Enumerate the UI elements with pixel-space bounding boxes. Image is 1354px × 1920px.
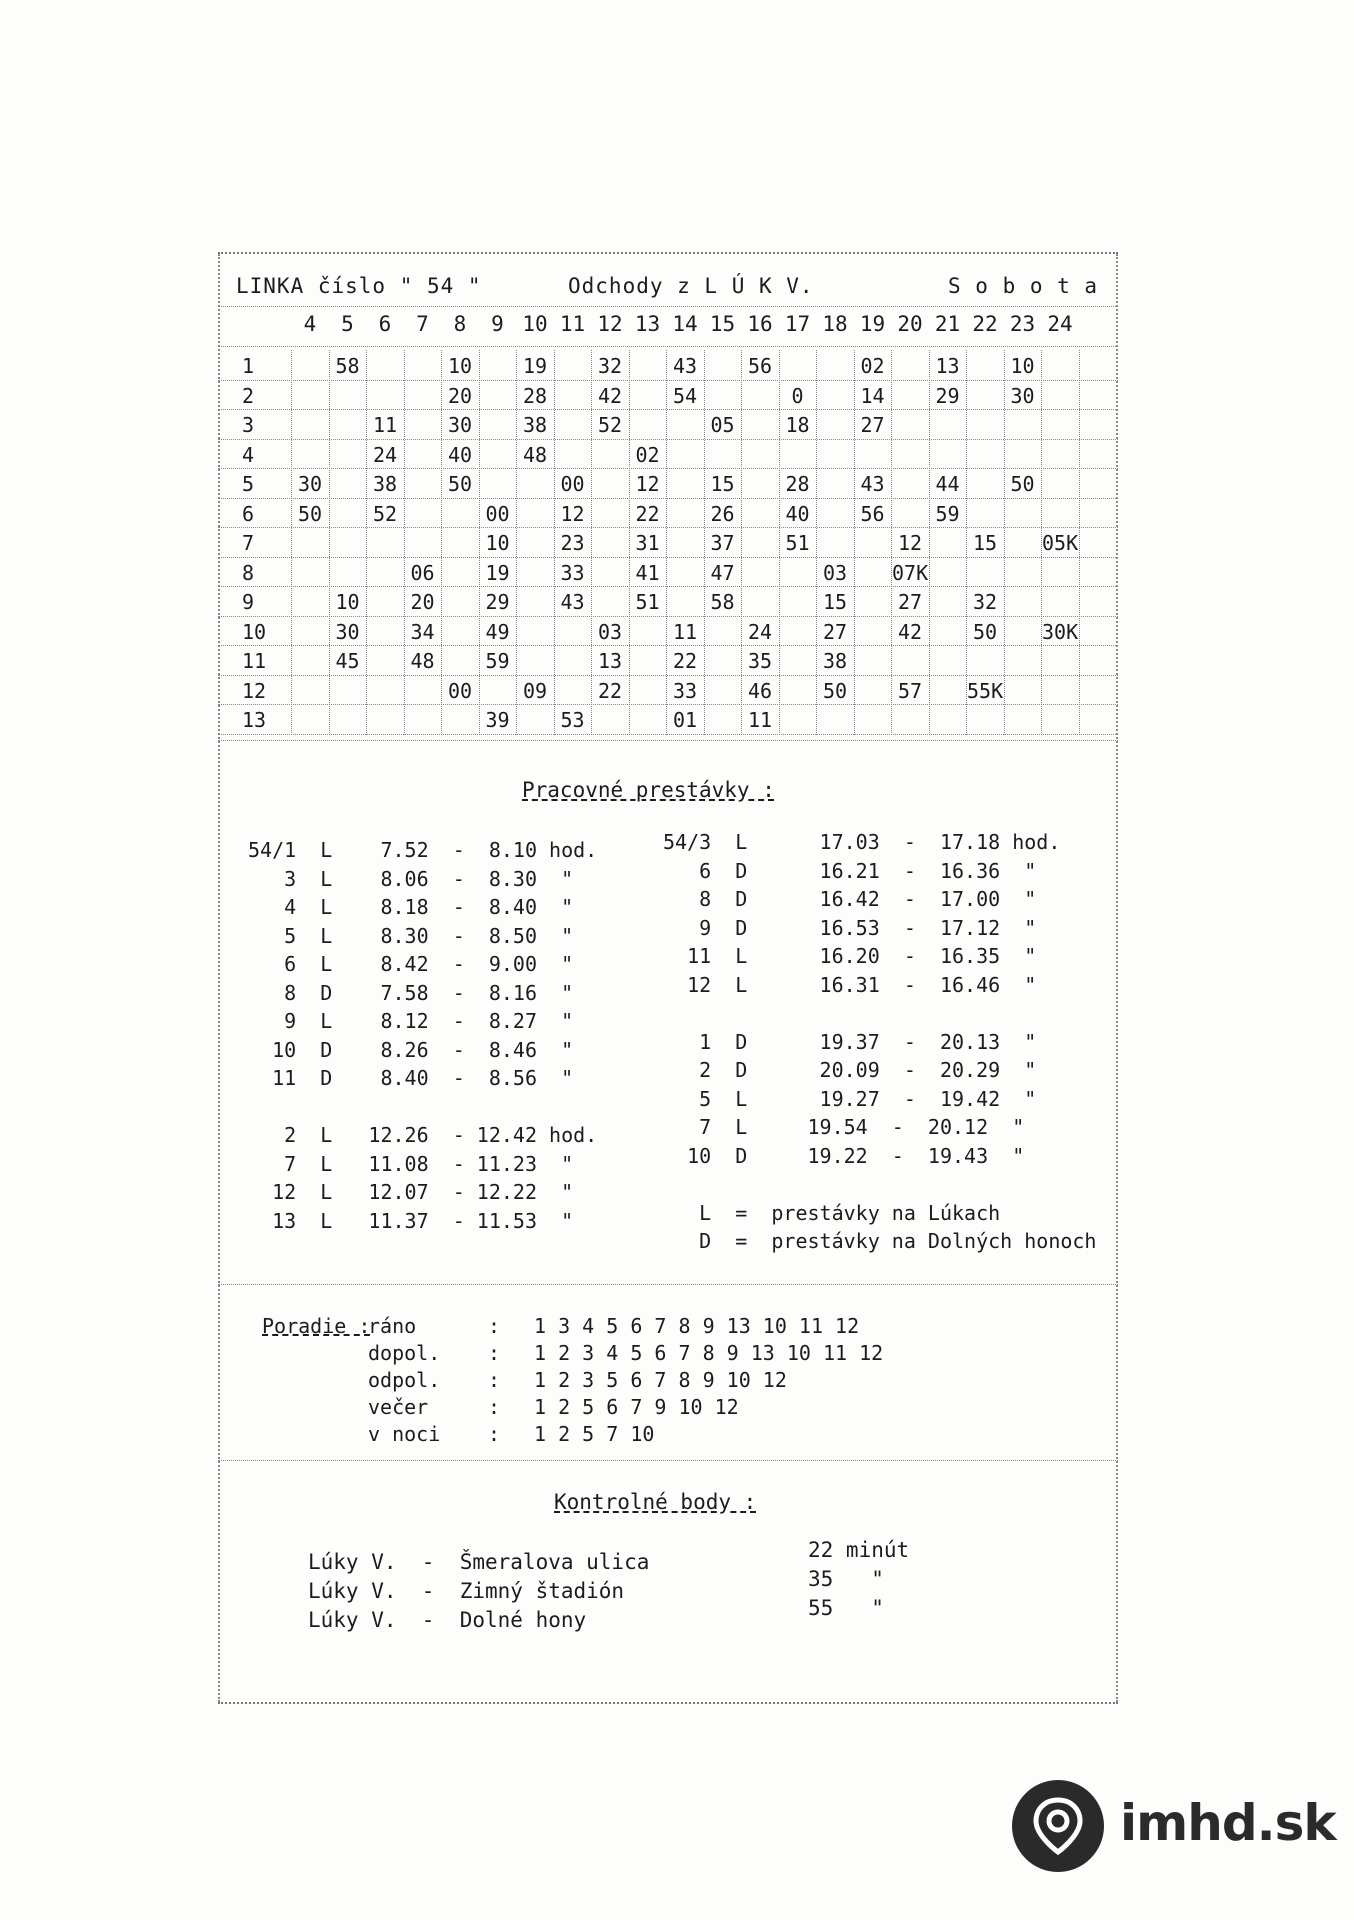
break-row: 7 L 19.54 - 20.12 " — [663, 1115, 1025, 1139]
break-row: 11 D 8.40 - 8.56 " — [248, 1066, 574, 1090]
departure-minute: 05 — [710, 413, 735, 437]
departure-minute: 42 — [597, 383, 623, 408]
minute-row-label: 11 — [242, 649, 267, 673]
departure-minute: 47 — [710, 560, 735, 585]
departure-minute: 03 — [597, 619, 623, 644]
departure-minute: 52 — [597, 413, 623, 437]
departure-minute: 05K — [1042, 531, 1079, 555]
control-point-time: 55 " — [808, 1596, 884, 1620]
break-row: 9 L 8.12 - 8.27 " — [248, 1009, 574, 1033]
departure-minute: 33 — [672, 678, 698, 703]
departure-minute: 49 — [485, 619, 510, 644]
break-row: L = prestávky na Lúkach — [663, 1200, 1001, 1225]
departure-minute: 30K — [1042, 619, 1079, 644]
hour-label: 11 — [559, 312, 586, 336]
departure-minute: 37 — [710, 531, 735, 555]
departure-minute: 43 — [560, 590, 585, 614]
departure-minute: 38 — [822, 649, 848, 673]
break-row: 2 L 12.26 - 12.42 hod. — [248, 1123, 598, 1147]
minute-row-label: 2 — [242, 383, 255, 408]
break-row: 6 L 8.42 - 9.00 " — [248, 952, 574, 976]
departure-minute: 10 — [335, 590, 360, 614]
departure-minute: 27 — [860, 413, 885, 437]
departure-minute: 24 — [372, 442, 398, 467]
minute-row-label: 8 — [242, 560, 255, 585]
departure-minute: 38 — [522, 413, 548, 437]
break-row: 5 L 19.27 - 19.42 " — [663, 1086, 1037, 1111]
departure-minute: 43 — [672, 354, 698, 378]
departure-minute: 51 — [785, 531, 810, 555]
departure-minute: 35 — [747, 649, 773, 673]
line-number: LINKA číslo " 54 " — [236, 274, 482, 298]
departure-minute: 12 — [635, 472, 660, 496]
departure-minute: 31 — [635, 531, 660, 555]
departure-minute: 06 — [410, 560, 435, 585]
departure-minute: 43 — [860, 472, 885, 496]
departure-minute: 29 — [935, 383, 960, 408]
departure-minute: 29 — [485, 590, 510, 614]
departure-minute: 02 — [635, 442, 660, 467]
departure-minute: 11 — [372, 413, 398, 437]
departure-minute: 58 — [710, 590, 735, 614]
departure-minute: 11 — [747, 708, 773, 732]
hour-label: 4 — [303, 312, 317, 336]
departure-minute: 09 — [522, 678, 548, 703]
poradie-order: 1 2 5 7 10 — [534, 1422, 655, 1446]
departure-minute: 50 — [447, 472, 473, 496]
poradie-period: v noci — [368, 1422, 441, 1446]
hour-label: 6 — [378, 312, 392, 336]
departure-minute: 00 — [447, 678, 473, 703]
departure-minute: 50 — [297, 501, 323, 526]
departure-grid — [218, 350, 1118, 735]
hour-label: 10 — [522, 312, 548, 336]
departure-minute: 22 — [672, 649, 698, 673]
departure-minute: 12 — [897, 531, 923, 555]
departure-minute: 20 — [447, 383, 473, 408]
departure-minute: 07K — [892, 560, 929, 585]
departure-minute: 28 — [785, 472, 810, 496]
departure-minute: 55K — [967, 678, 1004, 703]
poradie-order: 1 2 3 5 6 7 8 9 10 12 — [534, 1368, 787, 1392]
departure-minute: 19 — [522, 354, 548, 378]
departure-minute: 32 — [597, 354, 623, 378]
departure-minute: 26 — [710, 501, 735, 526]
departure-minute: 44 — [935, 472, 960, 496]
break-row: 10 D 19.22 - 19.43 " — [663, 1143, 1025, 1168]
departure-minute: 20 — [410, 590, 435, 614]
minute-row-label: 6 — [242, 501, 255, 526]
departure-minute: 12 — [560, 501, 585, 526]
departure-minute: 22 — [597, 678, 623, 703]
hour-label: 21 — [934, 312, 961, 336]
departure-minute: 53 — [560, 708, 585, 732]
departure-minute: 50 — [972, 619, 998, 644]
departure-minute: 30 — [447, 413, 473, 437]
departure-minute: 02 — [860, 354, 885, 378]
departure-minute: 15 — [972, 531, 998, 555]
poradie-period: odpol. — [368, 1368, 441, 1392]
break-row: 8 D 16.42 - 17.00 " — [663, 887, 1037, 911]
minute-row-label: 1 — [242, 354, 255, 378]
control-point-route: Lúky V. - Dolné hony — [308, 1608, 587, 1632]
departure-minute: 10 — [1010, 354, 1035, 378]
control-point-time: 22 minút — [808, 1538, 910, 1562]
control-point-route: Lúky V. - Šmeralova ulica — [308, 1550, 650, 1574]
hour-label: 23 — [1009, 312, 1036, 336]
break-row: 13 L 11.37 - 11.53 " — [248, 1208, 574, 1233]
departure-minute: 23 — [560, 531, 585, 555]
poradie-order: 1 2 5 6 7 9 10 12 — [534, 1395, 739, 1419]
poradie-period: dopol. — [368, 1341, 441, 1365]
poradie-period: ráno — [368, 1314, 417, 1338]
departure-minute: 13 — [935, 354, 960, 378]
break-row: 3 L 8.06 - 8.30 " — [248, 866, 574, 891]
break-row: 7 L 11.08 - 11.23 " — [248, 1151, 574, 1176]
departure-minute: 30 — [335, 619, 360, 644]
break-row: 1 D 19.37 - 20.13 " — [663, 1029, 1037, 1054]
minute-row-label: 7 — [242, 531, 255, 555]
departure-minute: 13 — [597, 649, 623, 673]
departure-minute: 0 — [791, 383, 804, 408]
departure-minute: 27 — [897, 590, 923, 614]
minute-row-label: 12 — [242, 678, 267, 703]
departure-minute: 54 — [672, 383, 698, 408]
break-row: 11 L 16.20 - 16.35 " — [663, 944, 1037, 968]
hour-label: 5 — [341, 312, 354, 336]
departure-minute: 03 — [822, 560, 848, 585]
control-point-route: Lúky V. - Zimný štadión — [308, 1579, 625, 1603]
poradie-order: 1 3 4 5 6 7 8 9 13 10 11 12 — [534, 1314, 860, 1338]
break-row: 10 D 8.26 - 8.46 " — [248, 1037, 574, 1062]
departures-title: Odchody z L Ú K V. — [568, 274, 814, 298]
departure-minute: 57 — [897, 678, 923, 703]
departure-minute: 56 — [860, 501, 885, 526]
minute-row-label: 5 — [242, 472, 255, 496]
hour-label: 12 — [597, 312, 623, 336]
departure-minute: 24 — [747, 619, 773, 644]
departure-minute: 42 — [897, 619, 923, 644]
departure-minute: 19 — [485, 560, 510, 585]
departure-minute: 30 — [1010, 383, 1035, 408]
poradie-period: večer — [368, 1395, 429, 1419]
imhd-logo — [1012, 1780, 1336, 1870]
break-row: 9 D 16.53 - 17.12 " — [663, 915, 1037, 940]
control-point-time: 35 " — [808, 1567, 884, 1591]
hours-header — [218, 304, 1118, 344]
departure-minute: 48 — [410, 649, 435, 673]
break-row: 8 D 7.58 - 8.16 " — [248, 980, 574, 1005]
break-row: 5 L 8.30 - 8.50 " — [248, 923, 574, 948]
departure-minute: 59 — [935, 501, 960, 526]
break-row: D = prestávky na Dolných honoch — [663, 1229, 1097, 1253]
departure-minute: 10 — [485, 531, 510, 555]
departure-minute: 48 — [522, 442, 548, 467]
departure-minute: 15 — [822, 590, 848, 614]
departure-minute: 14 — [860, 383, 885, 408]
departure-minute: 00 — [485, 501, 510, 526]
hour-label: 22 — [972, 312, 998, 336]
poradie-label: Poradie : — [262, 1314, 371, 1338]
break-row: 12 L 16.31 - 16.46 " — [663, 972, 1037, 997]
hour-label: 9 — [491, 312, 504, 336]
departure-minute: 45 — [335, 649, 360, 673]
minute-row-label: 10 — [242, 619, 267, 644]
departure-minute: 34 — [410, 619, 435, 644]
hour-label: 18 — [822, 312, 848, 336]
hour-label: 15 — [709, 312, 736, 336]
departure-minute: 39 — [485, 708, 510, 732]
hour-label: 13 — [634, 312, 661, 336]
minute-row-label: 9 — [242, 590, 255, 614]
departure-minute: 11 — [672, 619, 698, 644]
departure-minute: 40 — [447, 442, 473, 467]
hour-label: 19 — [859, 312, 886, 336]
break-row: 12 L 12.07 - 12.22 " — [248, 1180, 574, 1204]
break-row: 54/1 L 7.52 - 8.10 hod. — [248, 838, 598, 862]
departure-minute: 50 — [822, 678, 848, 703]
break-row: 6 D 16.21 - 16.36 " — [663, 858, 1037, 883]
departure-minute: 18 — [785, 413, 810, 437]
poradie-order: 1 2 3 4 5 6 7 8 9 13 10 11 12 — [534, 1341, 884, 1365]
control-points-title: Kontrolné body : — [554, 1490, 757, 1514]
break-row: 2 D 20.09 - 20.29 " — [663, 1058, 1037, 1082]
departure-minute: 51 — [635, 590, 660, 614]
departure-minute: 30 — [297, 472, 323, 496]
departure-minute: 00 — [560, 472, 585, 496]
departure-minute: 22 — [635, 501, 660, 526]
hour-label: 7 — [416, 312, 429, 336]
departure-minute: 38 — [372, 472, 398, 496]
minute-row-label: 13 — [242, 708, 267, 732]
departure-minute: 27 — [822, 619, 848, 644]
hour-label: 14 — [672, 312, 698, 336]
day-label: S o b o t a — [948, 274, 1099, 298]
departure-minute: 15 — [710, 472, 735, 496]
break-row: 4 L 8.18 - 8.40 " — [248, 895, 574, 919]
hour-label: 24 — [1047, 312, 1073, 336]
minute-row-label: 4 — [242, 442, 255, 467]
hour-label: 17 — [784, 312, 811, 336]
hour-label: 20 — [897, 312, 923, 336]
timetable-sheet: LINKA číslo " 54 " Odchody z L Ú K V. S o b o t a 4 5 6 7 8 9 10 11 12 13 14 15 16 17 18 19 20 21 22 23 24 1 2 3 4 5 6 7 8 9 10 11 12 13 58 10 19 32 43 56 02 13 10 20 28 42 54 0 14 29 30 11 30 38 52 05 18 27 24 40 48 02 30 38 50 00 12 15 28 43 44 50 50 52 00 12 22 26 40 56 59 10 23 31 37 51 12 15 05K 06 19 33 41 47 03 07K 10 20 29 43 51 58 15 27 32 30 34 49 03 11 24 27 42 50 30K 45 48 59 13 22 35 38 00 09 22 33 46 50 57 55K 39 53 01 11 Pracovné prestávky : 54/1 L 7.52 - 8.10 hod. 3 L 8.06 - 8.30 " 4 L 8.18 - 8.40 " 5 L 8.30 - 8.50 " 6 L 8.42 - 9.00 " 8 D 7.58 - 8.16 " 9 L 8.12 - 8.27 " 10 D 8.26 - 8.46 " 11 D 8.40 - 8.56 " 2 L 12.26 - 12.42 hod. 7 L 11.08 - 11.23 " 12 L 12.07 - 12.22 " 13 L 11.37 - 11.53 " 54/3 L 17.03 - 17.18 hod. 6 D 16.21 - 16.36 " 8 D 16.42 - 17.00 " 9 D 16.53 - 17.12 " 11 L 16.20 - 16.35 " 12 L 16.31 - 16.46 " 1 D 19.37 - 20.13 " 2 D 20.09 - 20.29 " 5 L 19.27 - 19.42 " 7 L 19.54 - 20.12 " 10 D 19.22 - 19.43 " L = prestávky na Lúkach D = prestávky na Dolných honoch Poradie : ráno : 1 3 4 5 6 7 8 9 13 10 11 12 dopol. : 1 2 3 4 5 6 7 8 9 13 10 11 12 odpol. : 1 2 3 5 6 7 8 9 10 12 večer : 1 2 5 6 7 9 10 12 v noci : 1 2 5 7 10 Kontrolné body : Lúky V. - Šmeralova ulica 22 minút Lúky V. - Zimný štadión 35 " Lúky V. - Dolné hony 55 " — [218, 252, 1118, 1704]
departure-minute: 52 — [372, 501, 398, 526]
departure-minute: 56 — [747, 354, 773, 378]
departure-minute: 58 — [335, 354, 360, 378]
departure-minute: 28 — [522, 383, 548, 408]
departure-minute: 50 — [1010, 472, 1035, 496]
departure-minute: 40 — [785, 501, 810, 526]
logo-text: imhd.sk — [1120, 1794, 1336, 1852]
departure-minute: 32 — [972, 590, 998, 614]
hour-label: 8 — [453, 312, 467, 336]
break-row: 54/3 L 17.03 - 17.18 hod. — [663, 830, 1061, 854]
map-pin-icon — [1012, 1780, 1104, 1872]
departure-minute: 59 — [485, 649, 510, 673]
hour-label: 16 — [747, 312, 773, 336]
minute-row-label: 3 — [242, 413, 255, 437]
departure-minute: 46 — [747, 678, 773, 703]
breaks-title: Pracovné prestávky : — [522, 778, 775, 802]
departure-minute: 10 — [447, 354, 473, 378]
departure-minute: 33 — [560, 560, 585, 585]
departure-minute: 01 — [672, 708, 698, 732]
departure-minute: 41 — [635, 560, 660, 585]
